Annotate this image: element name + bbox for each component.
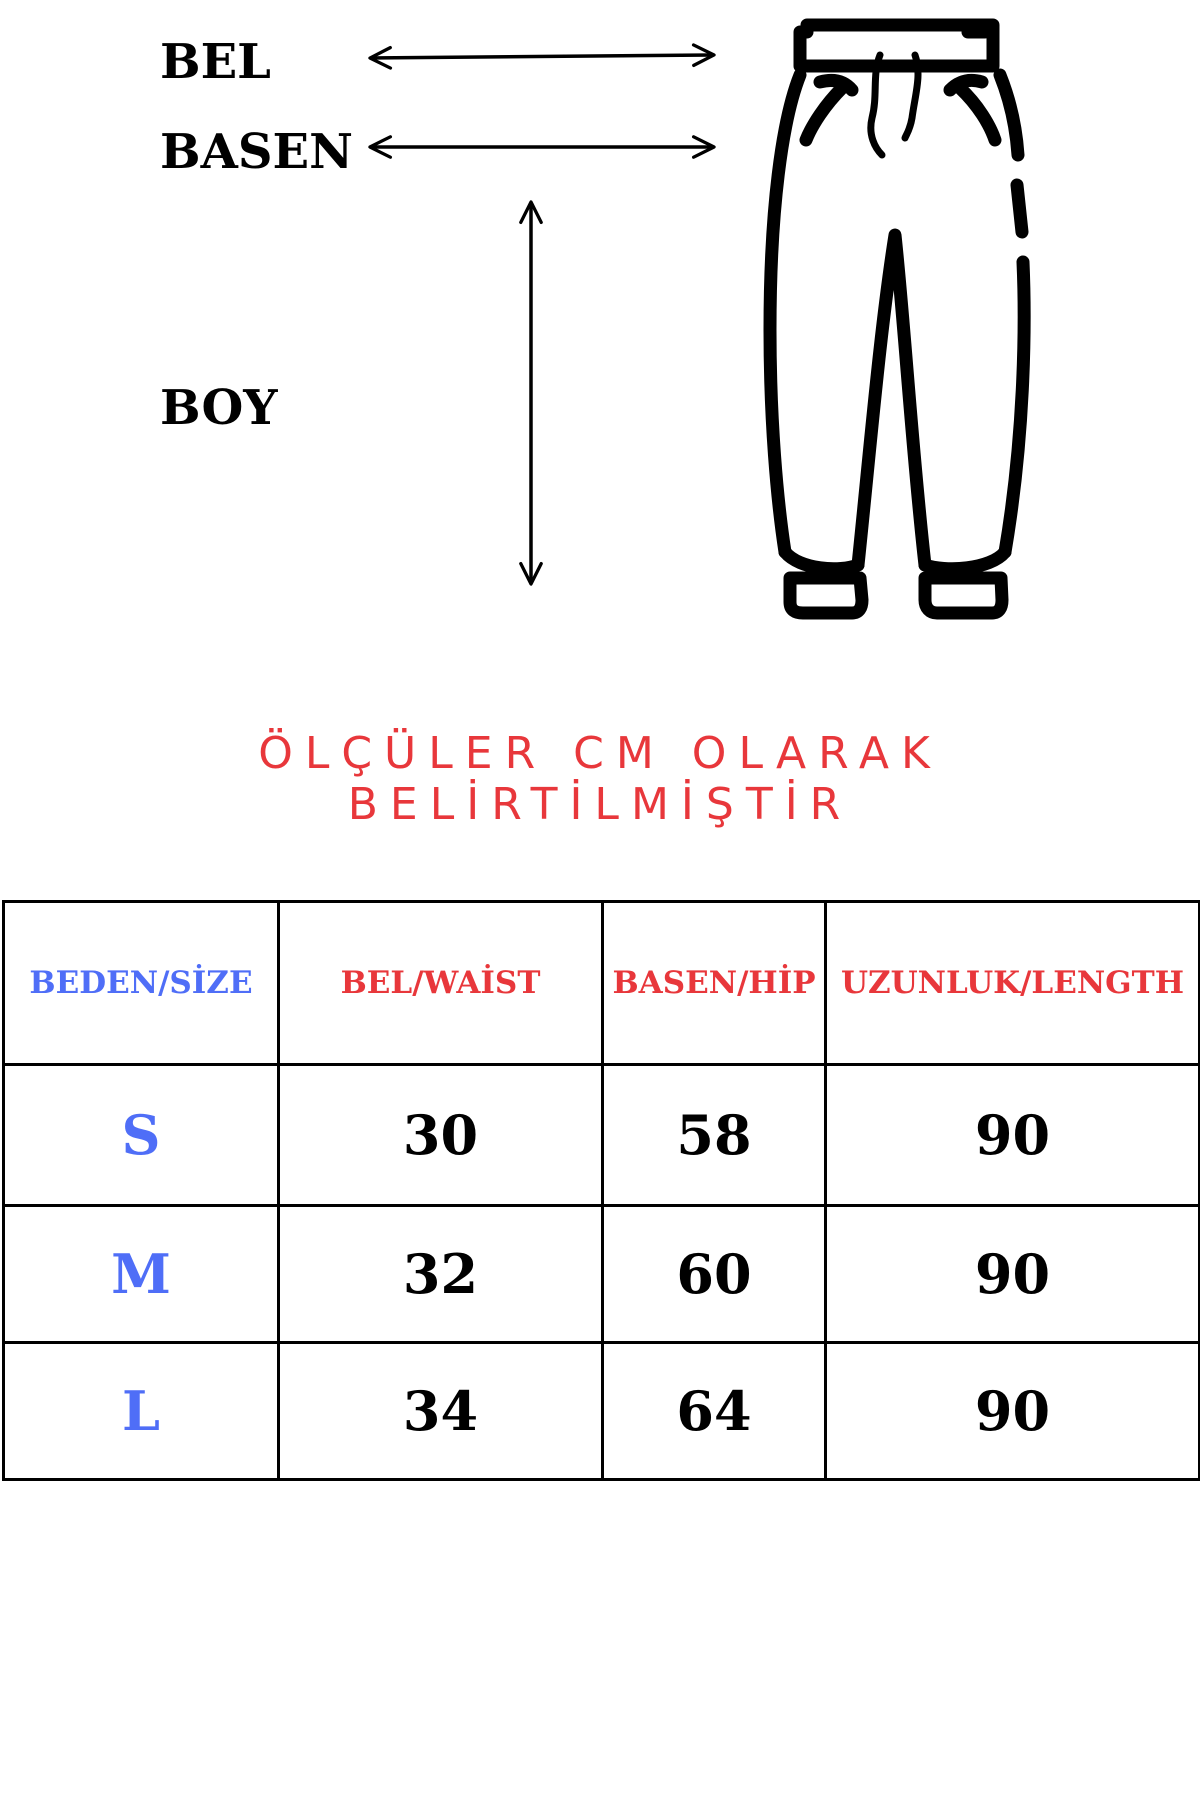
size-cell: S: [4, 1065, 279, 1206]
length-cell: 90: [826, 1065, 1200, 1206]
size-cell: L: [4, 1343, 279, 1480]
size-table: [2, 900, 1200, 1481]
header-size: BEDEN/SİZE: [4, 902, 279, 1065]
size-cell: M: [4, 1206, 279, 1343]
waist-arrow-icon: [372, 55, 712, 58]
header-length: UZUNLUK/LENGTH: [826, 902, 1200, 1065]
hip-cell: 58: [603, 1065, 826, 1206]
length-cell: 90: [826, 1206, 1200, 1343]
table-row: [4, 1065, 1200, 1206]
waist-label: BEL: [160, 34, 271, 90]
table-row: [4, 1343, 1200, 1480]
waist-cell: 32: [279, 1206, 603, 1343]
waist-cell: 30: [279, 1065, 603, 1206]
measurement-diagram: [0, 0, 1200, 640]
waist-cell: 34: [279, 1343, 603, 1480]
hip-cell: 60: [603, 1206, 826, 1343]
length-cell: 90: [826, 1343, 1200, 1480]
hip-label: BASEN: [160, 124, 353, 180]
table-row: [4, 1206, 1200, 1343]
pants-icon: [770, 25, 1024, 613]
table-header-row: [4, 902, 1200, 1065]
header-hip: BASEN/HİP: [603, 902, 826, 1065]
length-label: BOY: [160, 380, 278, 436]
measurement-note: ÖLÇÜLER CM OLARAK BELİRTİLMİŞTİR: [258, 728, 942, 830]
hip-cell: 64: [603, 1343, 826, 1480]
header-waist: BEL/WAİST: [279, 902, 603, 1065]
